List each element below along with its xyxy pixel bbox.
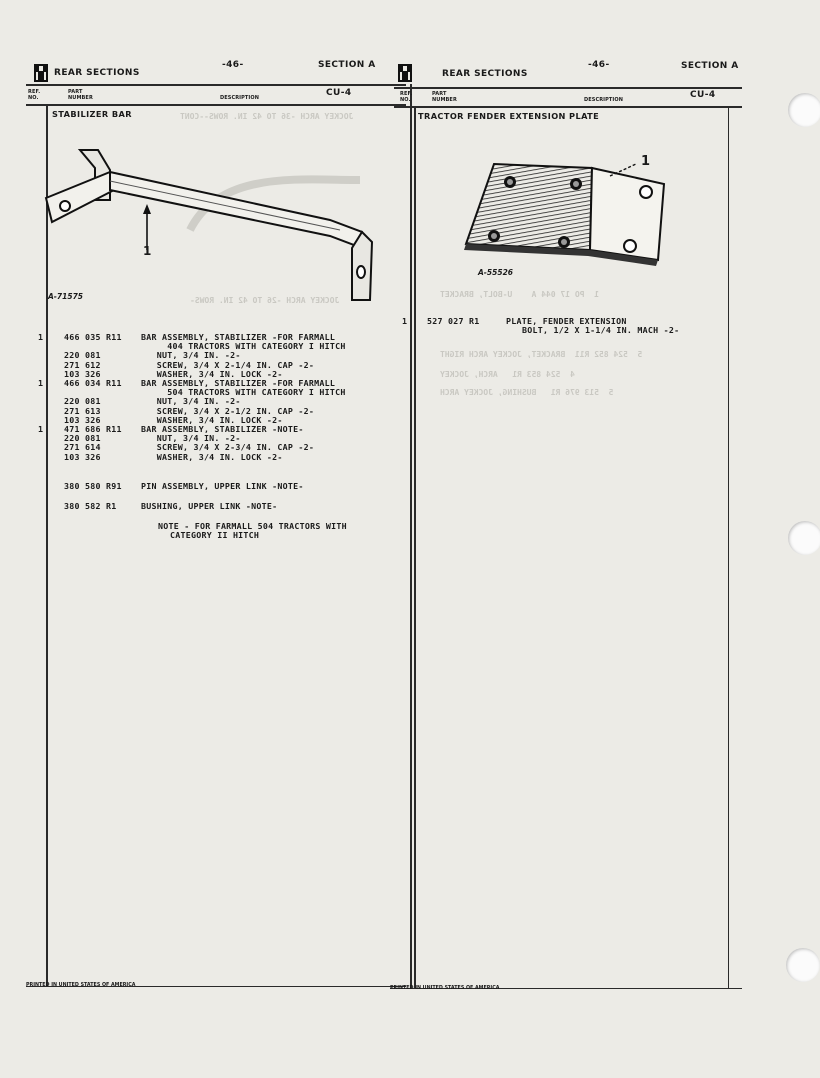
parts-description: BUSHING, UPPER LINK -NOTE-	[141, 501, 278, 511]
parts-description: BAR ASSEMBLY, STABILIZER -FOR FARMALL	[141, 332, 336, 342]
parts-description: PIN ASSEMBLY, UPPER LINK -NOTE-	[141, 481, 304, 491]
col-header-part: PART NUMBER	[68, 89, 93, 101]
page-number: -46-	[588, 60, 610, 70]
part-number: 466 035 R11	[64, 332, 122, 342]
footer-text: PRINTED IN UNITED STATES OF AMERICA	[26, 983, 136, 988]
part-number: 527 027 R1	[427, 316, 480, 326]
parts-description: BAR ASSEMBLY, STABILIZER -NOTE-	[141, 424, 304, 434]
note-line: NOTE - FOR FARMALL 504 TRACTORS WITH	[158, 521, 347, 531]
illustration-id: A-71575	[48, 292, 84, 301]
rear-sections-heading: REAR SECTIONS	[442, 69, 528, 79]
parts-description: WASHER, 3/4 IN. LOCK -2-	[141, 368, 283, 379]
binder-hole-top	[788, 93, 820, 127]
illustration-callout: 1	[143, 244, 152, 258]
parts-description: SCREW, 3/4 X 2-3/4 IN. CAP -2-	[141, 442, 315, 453]
parts-description: PLATE, FENDER EXTENSION	[506, 316, 627, 326]
col-header-description: DESCRIPTION	[584, 97, 624, 103]
ref-number: 1	[38, 378, 44, 388]
illustration-id: A-55526	[478, 268, 514, 277]
header-rule	[394, 87, 742, 89]
part-number: 471 686 R11	[64, 424, 122, 434]
page-divider	[410, 84, 412, 988]
parts-description: WASHER, 3/4 IN. LOCK -2-	[141, 451, 283, 462]
catalog-code: CU-4	[690, 90, 716, 100]
rear-sections-heading: REAR SECTIONS	[54, 68, 140, 78]
part-number: 220 081	[64, 396, 101, 407]
part-number: 380 582 R1	[64, 501, 117, 511]
part-number: 271 613	[64, 405, 101, 416]
illustration-callout: 1	[641, 154, 651, 169]
page-number: -46-	[222, 60, 244, 70]
col-header-part: PART NUMBER	[432, 91, 457, 103]
parts-description: SCREW, 3/4 X 2-1/2 IN. CAP -2-	[141, 405, 315, 416]
ref-number: 1	[402, 316, 408, 326]
parts-row	[64, 482, 122, 491]
stabilizer-bar-illustration	[40, 140, 380, 310]
binder-hole-middle	[788, 521, 820, 555]
part-number: 380 580 R91	[64, 481, 122, 491]
parts-description: NUT, 3/4 IN. -2-	[141, 433, 241, 444]
right-edge-rule	[728, 106, 729, 988]
ref-number: 1	[38, 424, 44, 434]
section-title: TRACTOR FENDER EXTENSION PLATE	[418, 111, 600, 121]
footer-text: PRINTED IN UNITED STATES OF AMERICA	[390, 986, 500, 991]
parts-description: SCREW, 3/4 X 2-1/4 IN. CAP -2-	[141, 359, 315, 370]
bleed-through-text: 4 524 853 R1 ARCH, JOCKEY	[440, 370, 575, 379]
part-number: 103 326	[64, 368, 101, 379]
part-number: 466 034 R11	[64, 378, 122, 388]
parts-description: NUT, 3/4 IN. -2-	[141, 350, 241, 361]
column-header-rule	[394, 106, 742, 108]
note-line: CATEGORY II HITCH	[170, 530, 260, 540]
parts-description: 504 TRACTORS WITH CATEGORY I HITCH	[141, 387, 346, 398]
parts-description: NUT, 3/4 IN. -2-	[141, 396, 241, 407]
ref-column-rule	[414, 106, 416, 988]
ih-logo-icon	[398, 64, 412, 82]
part-number: 220 081	[64, 433, 101, 444]
parts-description: 404 TRACTORS WITH CATEGORY I HITCH	[141, 341, 346, 352]
section-label: SECTION A	[681, 61, 739, 71]
header-rule	[26, 84, 406, 86]
col-header-ref: REF. NO.	[28, 89, 41, 101]
section-title: STABILIZER BAR	[52, 109, 132, 119]
col-header-description: DESCRIPTION	[220, 95, 260, 101]
parts-description: WASHER, 3/4 IN. LOCK -2-	[141, 414, 283, 425]
bleed-through-text: 1 PO 17 044 A U-BOLT, BRACKET	[440, 290, 599, 299]
column-header-rule	[26, 104, 406, 106]
bleed-through-text: 5 524 852 R11 BRACKET, JOCKEY ARCH RIGHT	[440, 350, 643, 359]
part-number: 271 612	[64, 359, 101, 370]
ih-logo-icon	[34, 64, 48, 82]
parts-description: BOLT, 1/2 X 1-1/4 IN. MACH -2-	[522, 325, 680, 335]
section-label: SECTION A	[318, 60, 376, 70]
bleed-through-text: JOCKEY ARCH -26 TO 42 IN. ROWS-	[190, 296, 340, 305]
bleed-through-text: 5 513 976 R1 BUSHING, JOCKEY ARCH	[440, 388, 614, 397]
part-number: 271 614	[64, 442, 101, 453]
col-header-ref: REF. NO.	[400, 91, 413, 103]
catalog-code: CU-4	[326, 88, 352, 98]
bleed-through-text: JOCKEY ARCH -36 TO 42 IN. ROWS--CONT	[180, 112, 354, 121]
part-number: 220 081	[64, 350, 101, 361]
parts-description: BAR ASSEMBLY, STABILIZER -FOR FARMALL	[141, 378, 336, 388]
ref-number: 1	[38, 332, 44, 342]
parts-row	[64, 502, 116, 511]
binder-hole-bottom	[786, 948, 820, 982]
part-number: 103 326	[64, 451, 101, 462]
part-number: 103 326	[64, 414, 101, 425]
